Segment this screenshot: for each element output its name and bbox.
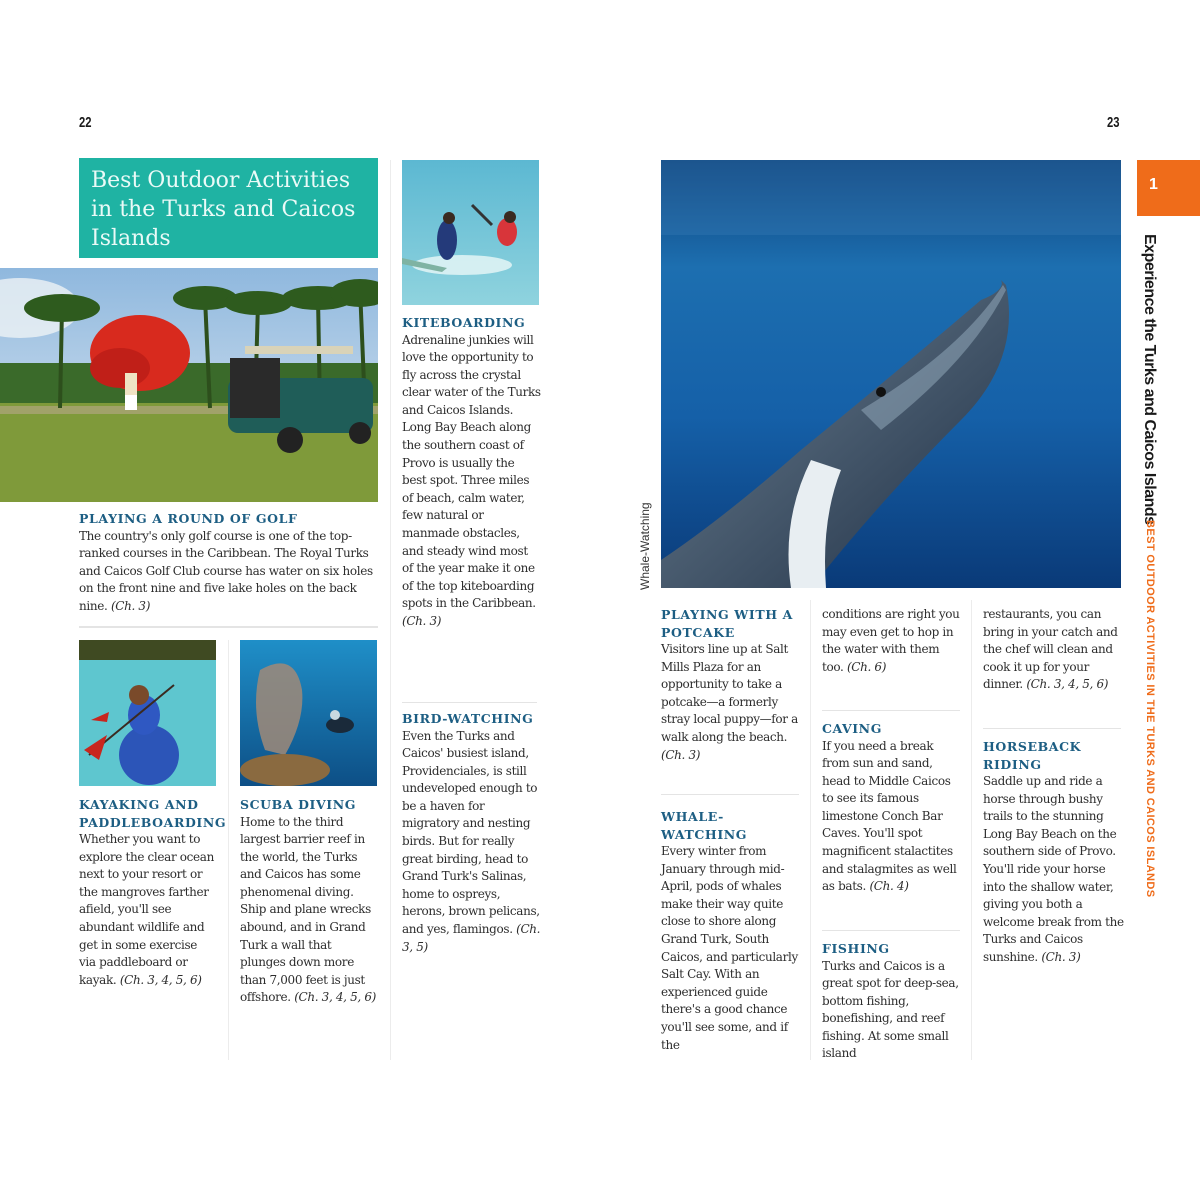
divider — [822, 710, 960, 711]
section-heading: SCUBA DIVING — [240, 797, 357, 812]
section-heading: FISHING — [822, 941, 890, 956]
column-divider — [810, 600, 811, 1060]
section-body: Saddle up and ride a horse through bushy trails to the stunning Long Bay Beach on the southern side of Provo. You'll ride your horse into the shallow water, giving you both a welcome break from the Turks and Caicos sunshine. (Ch. 3) — [983, 774, 1124, 964]
divider — [79, 626, 378, 628]
section-body: Home to the third largest barrier reef in the world, the Turks and Caicos has some phenomenal diving. Ship and plane wrecks abound, and in Grand Turk a wall that plunges down more than 7,000 feet is just offshore. (Ch. 3, 4, 5, 6) — [240, 814, 376, 1005]
section-heading: CAVING — [822, 721, 882, 736]
section-body: Every winter from January through mid-April, pods of whales make their way quite close to shore along Grand Turk, South Caicos, and particularly Salt Cay. With an experienced guide there's a good chance you'll see some, and if the — [661, 844, 798, 1052]
section-heading: PLAYING A ROUND OF GOLF — [79, 511, 298, 526]
section-heading: PLAYING WITH A POTCAKE — [661, 607, 793, 640]
page-number-right: 23 — [1107, 114, 1120, 131]
section-kiteboarding — [402, 314, 542, 631]
section-heading: WHALE-WATCHING — [661, 809, 748, 842]
section-potcake — [661, 606, 801, 764]
kiteboarding-photo — [402, 160, 539, 305]
section-body: Visitors line up at Salt Mills Plaza for an opportunity to take a potcake—a formerly stray local puppy—for a walk along the beach. (Ch. 3) — [661, 642, 798, 762]
section-body: restaurants, you can bring in your catch and the chef will clean and cook it up for your dinner. (Ch. 3, 4, 5, 6) — [983, 607, 1118, 692]
section-body: If you need a break from sun and sand, head to Middle Caicos to see its famous limestone Conch Bar Caves. You'll spot magnificent stalactites and stalagmites as well as bats. (Ch. 4) — [822, 738, 957, 894]
kayaking-photo — [79, 640, 216, 786]
section-heading: KITEBOARDING — [402, 315, 526, 330]
section-body: Even the Turks and Caicos' busiest island, Providenciales, is still undeveloped enough to be a haven for migratory and nesting birds. But for really great birding, head to Grand Turk's Salinas, home to ospreys, herons, brown pelicans, and yes, flamingos. (Ch. 3, 5) — [402, 728, 541, 954]
photo-caption: Whale-Watching — [638, 502, 652, 590]
section-body: The country's only golf course is one of the top-ranked courses in the Caribbean. The Royal Turks and Caicos Golf Club course has water on six holes on the front nine and five lake holes on the back nine. (Ch. 3) — [79, 528, 373, 613]
section-bird-watching — [402, 710, 542, 956]
section-caving — [822, 720, 962, 896]
divider — [983, 728, 1121, 729]
chapter-tab: 1 — [1137, 160, 1200, 216]
section-horseback-riding — [983, 738, 1125, 967]
scuba-diving-photo — [240, 640, 377, 786]
section-body: conditions are right you may even get to hop in the water with them too. (Ch. 6) — [822, 607, 960, 674]
section-body: Adrenaline junkies will love the opportunity to fly across the crystal clear water of the Turks and Caicos Islands. Long Bay Beach along the southern coast of Provo is usually the best spot. Three miles of beach, calm water, few natural or manmade obstacles, and steady wind most of the year make it one of the top kiteboarding spots in the Caribbean. (Ch. 3) — [402, 332, 541, 628]
divider — [822, 930, 960, 931]
whale-watching-photo — [661, 160, 1121, 588]
side-subtitle: BEST OUTDOOR ACTIVITIES IN THE TURKS AND CAICOS ISLANDS — [1144, 520, 1156, 898]
side-title: Experience the Turks and Caicos Islands — [1141, 234, 1158, 525]
section-heading: HORSEBACK RIDING — [983, 739, 1082, 772]
section-scuba-diving — [240, 796, 380, 1007]
column-divider — [971, 600, 972, 1060]
section-whale-watching — [661, 808, 801, 1054]
column-divider — [228, 640, 229, 1060]
section-golf — [79, 510, 379, 615]
section-kayaking — [79, 796, 227, 989]
section-fishing-cont — [983, 606, 1125, 694]
section-heading: KAYAKING AND PADDLEBOARDING — [79, 797, 227, 830]
divider — [661, 794, 799, 795]
feature-title-box: Best Outdoor Activities in the Turks and Caicos Islands — [79, 158, 378, 258]
section-fishing — [822, 940, 962, 1063]
section-heading: BIRD-WATCHING — [402, 711, 534, 726]
golf-course-photo — [0, 268, 378, 502]
section-whale-watching-cont — [822, 606, 962, 676]
divider — [402, 702, 537, 703]
section-body: Whether you want to explore the clear ocean next to your resort or the mangroves farther afield, you'll see abundant wildlife and get in some exercise via paddleboard or kayak. (Ch. 3, 4, 5, 6) — [79, 832, 214, 987]
page-number-left: 22 — [79, 114, 92, 131]
column-divider — [390, 160, 391, 1060]
section-body: Turks and Caicos is a great spot for deep-sea, bottom fishing, bonefishing, and reef fishing. At some small island — [822, 958, 959, 1061]
